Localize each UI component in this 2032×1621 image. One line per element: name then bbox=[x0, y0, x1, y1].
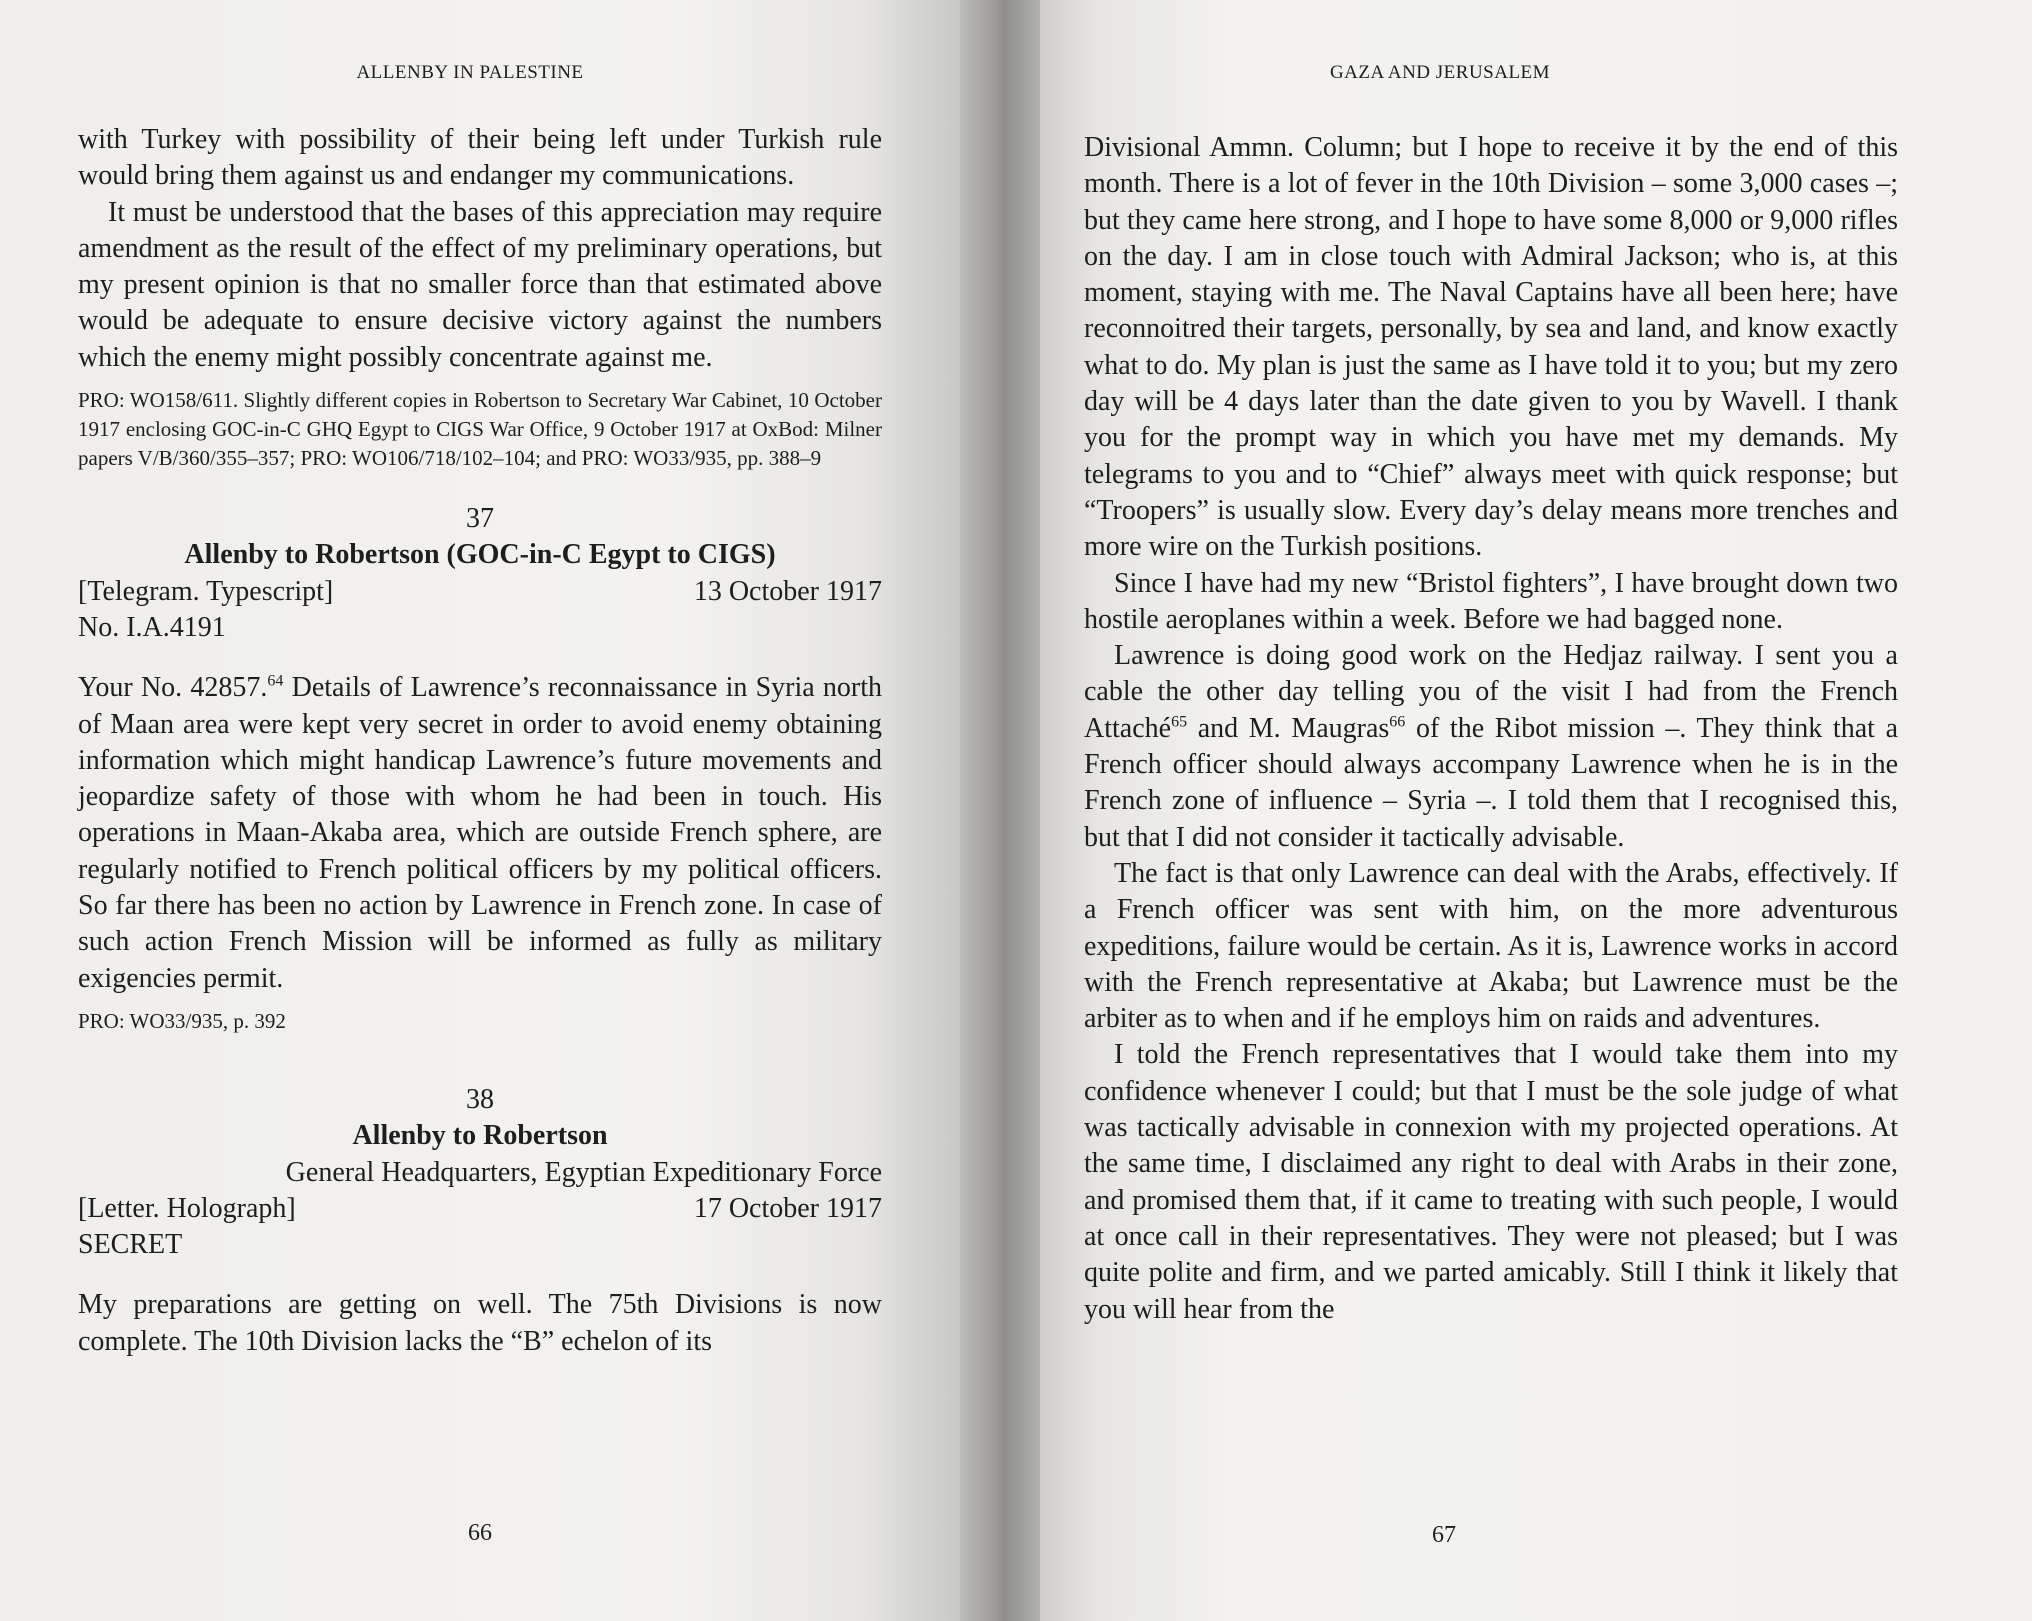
page-number-right: 67 bbox=[1432, 1522, 1456, 1548]
right-page-content bbox=[1084, 130, 1898, 1328]
document-type: [Letter. Holograph] bbox=[78, 1192, 296, 1224]
right-page bbox=[1040, 0, 2032, 1621]
footnote-ref: 65 bbox=[1171, 713, 1188, 731]
document-type: [Telegram. Typescript] bbox=[78, 575, 334, 607]
page-number-left: 66 bbox=[468, 1520, 492, 1546]
document-meta bbox=[78, 1191, 882, 1227]
document-reference: No. I.A.4191 bbox=[78, 611, 226, 643]
paragraph: My preparations are getting on well. The 75th Divisions is now complete. The 10th Division lacks the “B” echelon of its bbox=[78, 1289, 882, 1357]
paragraph bbox=[1084, 638, 1898, 856]
footnote-ref: 66 bbox=[1389, 713, 1406, 731]
footnote-ref: 64 bbox=[267, 672, 284, 690]
left-page bbox=[0, 0, 960, 1621]
document-number: 37 bbox=[466, 503, 494, 535]
paragraph: The fact is that only Lawrence can deal with the Arabs, effectively. If a French officer was sent with him, on the more adventurous expeditions, failure would be certain. As it is, Lawrence works in accord with the French representative at Akaba; but Lawrence must be the arbiter as to when and if he employs him on raids and adventures. bbox=[1084, 857, 1898, 1035]
left-page-content bbox=[78, 122, 882, 1360]
document-title: Allenby to Robertson (GOC-in-C Egypt to CIGS) bbox=[184, 539, 776, 571]
text-run: Lawrence is doing good work on the Hedjaz railway. I sent you a cable the other day telling you of the visit I had from the French Attaché bbox=[1084, 640, 1898, 744]
text-run: Your No. 42857. bbox=[78, 672, 268, 704]
document-title: Allenby to Robertson bbox=[352, 1120, 608, 1152]
text-run: and M. Maugras bbox=[1187, 712, 1390, 744]
paragraph: with Turkey with possibility of their being left under Turkish rule would bring them against us and endanger my communications. bbox=[78, 124, 882, 192]
paragraph: It must be understood that the bases of this appreciation may require amendment as the result of the effect of my preliminary operations, but my present opinion is that no smaller force than that estimated above would be adequate to ensure decisive victory against the numbers which the enemy might possibly concentrate against me. bbox=[78, 196, 882, 373]
running-head-right: GAZA AND JERUSALEM bbox=[1329, 62, 1551, 83]
document-origin: General Headquarters, Egyptian Expeditionary Force bbox=[285, 1156, 882, 1188]
text-run: Details of Lawrence’s reconnaissance in Syria north of Maan area were kept very secret in order to avoid enemy obtaining information which might handicap Lawrence’s future movements and jeopardize safety of those with whom he had been in touch. His operations in Maan-Akaba area, which are outside French sphere, are regularly notified to French political officers by my political officers. So far there has been no action by Lawrence in French zone. In case of such action French Mission will be informed as fully as military exigencies permit. bbox=[78, 672, 882, 994]
paragraph: I told the French representatives that I would take them into my confidence whenever I could; but that I must be the sole judge of what was tactically advisable in connexion with my projected operations. At the same time, I disclaimed any right to deal with Arabs in their zone, and promised them that, if it came to treating with such people, I would at once call in their representatives. They were not pleased; but I was quite polite and firm, and we parted amicably. Still I think it likely that you will hear from the bbox=[1084, 1039, 1898, 1325]
document-meta bbox=[78, 574, 882, 610]
text-run: of the Ribot mission –. They think that a French officer should always accompany Lawrence when he is in the French zone of influence – Syria –. I told them that I recognised this, but that I did not consider it tactically advisable. bbox=[1084, 712, 1898, 853]
source-note: PRO: WO33/935, p. 392 bbox=[78, 1008, 286, 1033]
source-note: PRO: WO158/611. Slightly different copies in Robertson to Secretary War Cabinet, 10 October 1917 enclosing GOC-in-C GHQ Egypt to CIGS War Office, 9 October 1917 at OxBod: Milner papers V/B/360/355–357; PRO: WO106/718/102–104; and PRO: WO33/935, pp. 388–9 bbox=[78, 388, 882, 471]
paragraph: Since I have had my new “Bristol fighters”, I have brought down two hostile aeroplanes within a week. Before we had bagged none. bbox=[1084, 567, 1898, 635]
book-gutter bbox=[960, 0, 1040, 1621]
document-number: 38 bbox=[466, 1083, 494, 1115]
document-date: 13 October 1917 bbox=[693, 575, 882, 607]
running-head-left: ALLENBY IN PALESTINE bbox=[356, 62, 584, 83]
paragraph bbox=[78, 670, 882, 997]
document-classification: SECRET bbox=[78, 1229, 183, 1261]
document-date: 17 October 1917 bbox=[693, 1192, 882, 1224]
paragraph: Divisional Ammn. Column; but I hope to receive it by the end of this month. There is a lot of fever in the 10th Division – some 3,000 cases –; but they came here strong, and I hope to have some 8,000 or 9,000 rifles on the day. I am in close touch with Admiral Jackson; who is, at this moment, staying with me. The Naval Captains have all been here; have reconnoitred their targets, personally, by sea and land, and know exactly what to do. My plan is just the same as I have told it to you; but my zero day will be 4 days later than the date given to you by Wavell. I thank you for the prompt way in which you have met my demands. My telegrams to you and to “Chief” always meet with quick response; but “Troopers” is usually slow. Every day’s delay means more trenches and more wire on the Turkish positions. bbox=[1084, 132, 1898, 563]
